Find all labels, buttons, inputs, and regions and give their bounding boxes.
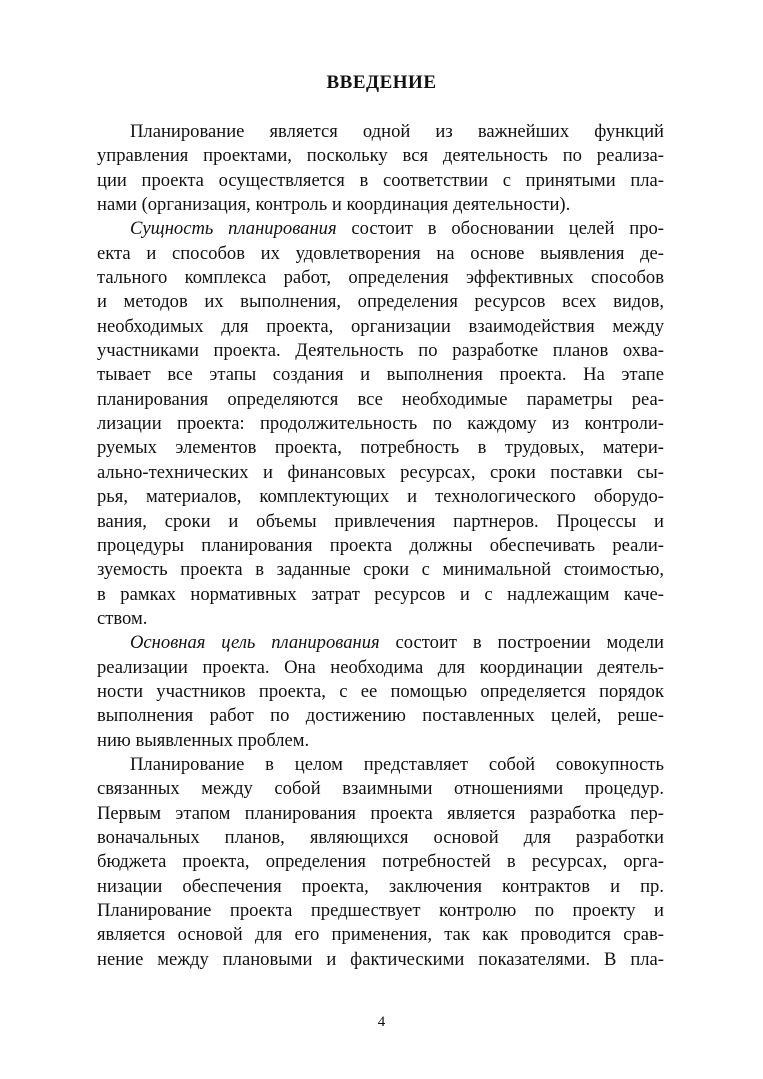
text-line [97, 485, 664, 509]
line-text: реализации проекта. Она необходима для координации деятель- [97, 656, 664, 678]
text-line [97, 607, 664, 631]
emphasized-term: Сущность планирования [130, 218, 337, 240]
line-text: является основой для его применения, так как проводится срав- [97, 924, 664, 946]
line-text: планирования определяются все необходимые параметры реа- [97, 388, 664, 410]
line-text: управления проектами, поскольку вся деятельность по реализа- [97, 145, 664, 167]
text-line [97, 777, 664, 801]
page-number: 4 [377, 1014, 386, 1030]
text-line [97, 339, 664, 363]
text-line [97, 144, 664, 168]
line-text: воначальных планов, являющихся основой для разработки [97, 826, 664, 848]
text-line [97, 120, 664, 144]
text-line [97, 729, 664, 753]
text-line [97, 704, 664, 728]
text-line [97, 315, 664, 339]
line-text: руемых элементов проекта, потребность в трудовых, матери- [97, 437, 664, 459]
text-line [97, 534, 664, 558]
line-text: ции проекта осуществляется в соответствии с принятыми пла- [97, 169, 664, 191]
line-text: необходимых для проекта, организации взаимодействия между [97, 315, 664, 337]
text-line [97, 193, 664, 217]
line-text: в рамках нормативных затрат ресурсов и с надлежащим каче- [97, 583, 664, 605]
line-text: состоит в построении модели [379, 632, 664, 654]
text-line [97, 923, 664, 947]
line-text: ально-технических и финансовых ресурсах, сроки поставки сы- [97, 461, 664, 483]
text-line [97, 583, 664, 607]
line-text: рья, материалов, комплектующих и технологического оборудо- [97, 486, 664, 508]
line-text: Планирование в целом представляет собой совокупность [130, 753, 664, 775]
line-text: участниками проекта. Деятельность по разработке планов охва- [97, 340, 664, 362]
line-text: лизации проекта: продолжительность по каждому из контроли- [97, 413, 664, 435]
text-line [97, 656, 664, 680]
line-text: Планирование является одной из важнейших функций [130, 121, 664, 142]
text-line [97, 363, 664, 387]
text-line [97, 802, 664, 826]
text-line [97, 436, 664, 460]
line-text: зуемость проекта в заданные сроки с минимальной стоимостью, [97, 559, 664, 581]
line-text: нение между плановыми и фактическими показателями. В пла- [97, 948, 664, 970]
line-text: состоит в обосновании целей про- [336, 218, 664, 240]
line-text: Первым этапом планирования проекта является разработка пер- [97, 802, 664, 824]
line-text: вания, сроки и объемы привлечения партнеров. Процессы и [97, 510, 664, 532]
line-text: екта и способов их удовлетворения на основе выявления де- [97, 242, 664, 264]
text-line [97, 631, 664, 655]
line-text: связанных между собой взаимными отношениями процедур. [97, 778, 664, 800]
text-line [97, 412, 664, 436]
text-line [97, 461, 664, 485]
text-line [97, 169, 664, 193]
text-line [97, 680, 664, 704]
text-line [97, 266, 664, 290]
line-text: выполнения работ по достижению поставленных целей, реше- [97, 705, 664, 727]
line-text: процедуры планирования проекта должны обеспечивать реали- [97, 534, 664, 556]
text-line [97, 217, 664, 241]
text-line [97, 388, 664, 412]
line-text: нами (организация, контроль и координация деятельности). [97, 194, 571, 216]
text-line [97, 875, 664, 899]
text-line [97, 850, 664, 874]
text-line [97, 558, 664, 582]
text-line [97, 899, 664, 923]
line-text: и методов их выполнения, определения ресурсов всех видов, [97, 291, 664, 313]
text-line [97, 290, 664, 314]
line-text: бюджета проекта, определения потребностей в ресурсах, орга- [97, 851, 664, 873]
text-line [97, 510, 664, 534]
line-text: низации обеспечения проекта, заключения контрактов и пр. [97, 875, 664, 897]
line-text: нию выявленных проблем. [97, 729, 310, 751]
text-line [97, 948, 664, 972]
body-text [97, 120, 664, 972]
text-line [97, 753, 664, 777]
text-line [97, 242, 664, 266]
line-text: ством. [97, 607, 148, 629]
text-line [97, 826, 664, 850]
page-heading: ВВЕДЕНИЕ [326, 72, 437, 93]
emphasized-term: Основная цель планирования [130, 632, 380, 654]
line-text: тывает все этапы создания и выполнения проекта. На этапе [97, 364, 664, 386]
line-text: ности участников проекта, с ее помощью определяется порядок [97, 680, 664, 702]
line-text: тального комплекса работ, определения эффективных способов [97, 267, 664, 289]
line-text: Планирование проекта предшествует контролю по проекту и [97, 900, 664, 921]
